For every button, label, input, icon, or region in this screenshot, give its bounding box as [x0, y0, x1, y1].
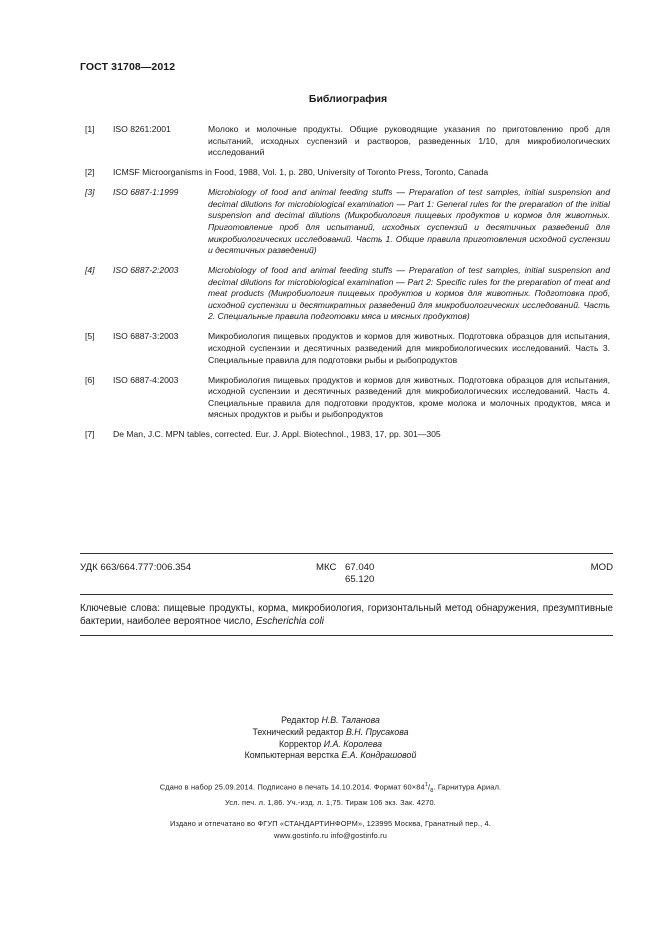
entry-number: [2]	[85, 167, 95, 178]
entry-code: ISO 6887-4:2003	[113, 374, 179, 385]
entry-text: Microbiology of food and animal feeding stuffs — Preparation of test samples, initial suspension and decimal dilutions for microbiological examination — Part 1: General rules for the preparation of the initial suspension and decimal dilutions (Микробиология пищевых продуктов и кормов для животных. Приготовление проб для испытаний, исходных суспензий и десятичных разведений для микробиологических исследований. Часть 1. Общие правила приготовления исходной суспензии и десятичных разведений)	[208, 187, 610, 256]
credit-layout	[0, 750, 661, 762]
top-divider	[80, 553, 613, 554]
entry-text: De Man, J.C. MPN tables, corrected. Eur. J. Appl. Biotechnol., 1983, 17, pp. 301—305	[113, 429, 441, 440]
standard-code: ГОСТ 31708—2012	[80, 61, 176, 73]
entry-text: Микробиология пищевых продуктов и кормов для животных. Подготовка образцов для испытания, исходной суспензии и десятичных разведений для микробиологических исследований. Часть 3. Специальные правила для подготовки рыбы и рыбопродуктов	[208, 331, 610, 365]
print-info-line-2: Усл. печ. л. 1,86. Уч.-изд. л. 1,75. Тираж 106 экз. Зак. 4270.	[224, 798, 436, 808]
credit-role: Корректор	[278, 738, 322, 749]
entry-number: [7]	[85, 429, 95, 440]
mks-label: МКС	[316, 562, 337, 573]
entry-text: ICMSF Microorganisms in Food, 1988, Vol. 1, p. 280, University of Toronto Press, Toronto, Canada	[113, 167, 489, 178]
bibliography-entry-6	[80, 375, 610, 421]
print-info-text: Сдано в набор 25.09.2014. Подписано в печать 14.10.2014. Формат 60×84	[159, 782, 425, 792]
entry-code: ISO 6887-1:1999	[113, 187, 179, 198]
bibliography-entry-7	[80, 429, 610, 441]
entry-code: ISO 6887-3:2003	[113, 331, 179, 342]
mks-codes	[345, 562, 374, 586]
credit-proofreader	[0, 739, 661, 751]
bibliography-entry-5	[80, 331, 610, 366]
keywords-italic-term: Escherichia coli	[255, 615, 324, 627]
entry-code: ISO 8261:2001	[113, 124, 171, 134]
bottom-divider	[80, 635, 613, 636]
bibliography-entry-1	[80, 124, 610, 159]
print-info	[0, 780, 661, 809]
entry-text: Microbiology of food and animal feeding stuffs — Preparation of test samples, initial suspension and decimal dilutions for microbiological examination — Part 2: Specific rules for the preparation of meat and meat products (Микробиология пищевых продуктов и кормов для животных. Подготовка проб, исходной суспензии и десятикратных разведений для микробиологических исследований. Часть 2. Специальные правила подготовки мяса и мясных продуктов)	[208, 265, 610, 322]
bibliography-entry-4	[80, 265, 610, 323]
credit-name: И.А. Королева	[323, 738, 383, 749]
publisher-info	[0, 818, 661, 841]
entry-number: [3]	[85, 187, 95, 198]
keywords	[80, 603, 613, 628]
entry-number: [4]	[85, 265, 95, 276]
publisher-line-1: Издано и отпечатано во ФГУП «СТАНДАРТИНФОРМ», 123995 Москва, Гранатный пер., 4.	[170, 819, 491, 828]
entry-number: [6]	[85, 374, 95, 385]
entry-code: ISO 6887-2:2003	[113, 265, 179, 276]
credit-role: Технический редактор	[252, 726, 344, 737]
keywords-text: Ключевые слова: пищевые продукты, корма, микробиология, горизонтальный метод обнаружения, презумптивные бактерии, наиболее вероятное число,	[80, 603, 613, 627]
print-info-line-1: Сдано в набор 25.09.2014. Подписано в печать 14.10.2014. Формат $60\times 84^1/_8$. Гарнитура Ариал.	[159, 782, 502, 794]
udk-code: УДК 663/664.777:006.354	[80, 562, 192, 573]
credit-name: Н.В. Таланова	[321, 715, 380, 725]
credits	[0, 715, 661, 762]
mks-code-2: 65.120	[345, 574, 375, 585]
credit-name: Е.А. Кондрашовой	[341, 750, 417, 761]
entry-text: Микробиология пищевых продуктов и кормов для животных. Подготовка образцов для испытания, исходной суспензии и десятичных разведений для микробиологических исследований. Часть 4. Специальные правила для подготовки продуктов, кроме молока и молочных продуктов, мяса и мясных продуктов и рыбы и рыбопродуктов	[208, 374, 610, 420]
mod-label: MOD	[590, 562, 613, 573]
entry-number: [1]	[85, 124, 95, 134]
entry-number: [5]	[85, 331, 95, 342]
print-info-typeface: . Гарнитура Ариал.	[433, 782, 502, 792]
credit-role: Редактор	[281, 715, 319, 725]
credit-name: В.Н. Прусакова	[345, 726, 409, 737]
credit-editor	[0, 715, 661, 727]
middle-divider	[80, 594, 613, 595]
entry-text: Молоко и молочные продукты. Общие руководящие указания по приготовлению проб для испытаний, исходных суспензий и растворов, разведенных 1/10, для микробиологических исследований	[208, 124, 610, 158]
bibliography-entry-2	[80, 167, 610, 179]
format-fraction-numerator: 1	[424, 782, 428, 788]
credit-tech-editor	[0, 727, 661, 739]
mks-code-1: 67.040	[345, 562, 375, 573]
bibliography-title: Библиография	[308, 93, 388, 105]
credit-role: Компьютерная верстка	[244, 750, 339, 761]
format-fraction-denominator: 8	[430, 787, 434, 794]
bibliography-list	[80, 124, 610, 449]
bibliography-entry-3	[80, 187, 610, 257]
publisher-line-2: www.gostinfo.ru info@gostinfo.ru	[274, 830, 387, 840]
